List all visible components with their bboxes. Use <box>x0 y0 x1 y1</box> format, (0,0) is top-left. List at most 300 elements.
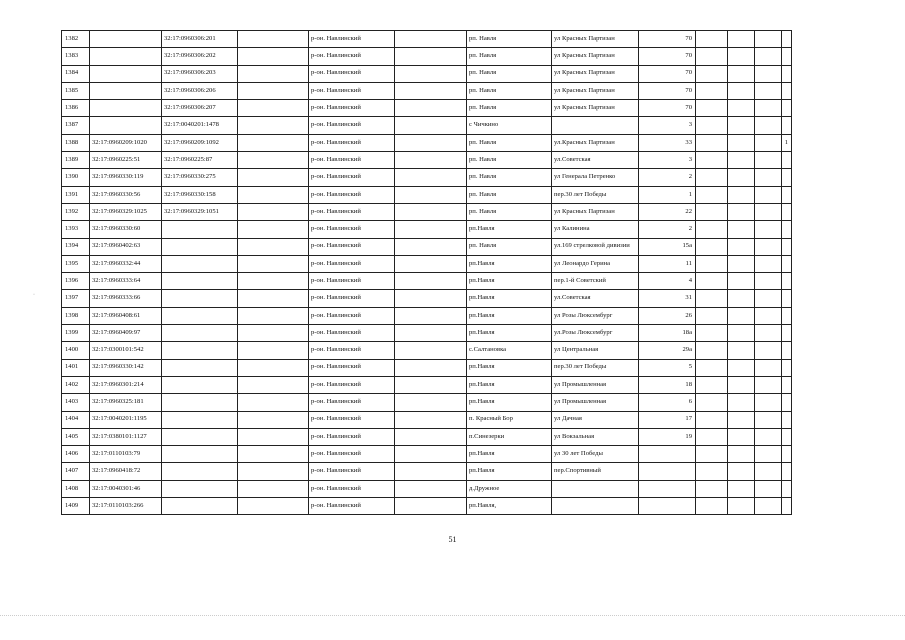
cell-empty <box>395 342 467 359</box>
cell-note <box>782 31 792 48</box>
cell-empty <box>755 186 782 203</box>
cell-empty <box>755 411 782 428</box>
cell-empty <box>696 463 728 480</box>
cell-empty <box>728 169 755 186</box>
cell-house-number: 31 <box>639 290 696 307</box>
cell-street <box>552 117 639 134</box>
cell-empty <box>395 359 467 376</box>
cell-district: р-он. Навлинский <box>309 498 395 515</box>
cell-empty <box>395 65 467 82</box>
cell-row-number: 1409 <box>62 498 90 515</box>
cell-empty <box>696 376 728 393</box>
cell-house-number: 19 <box>639 428 696 445</box>
cell-empty <box>755 428 782 445</box>
cell-cadastral-number: 32:17:0040201:1195 <box>90 411 162 428</box>
cell-empty <box>696 152 728 169</box>
cell-cadastral-number: 32:17:0110103:266 <box>90 498 162 515</box>
cell-empty <box>395 480 467 497</box>
cell-cadastral-number: 32:17:0040301:46 <box>90 480 162 497</box>
cell-note <box>782 65 792 82</box>
cell-empty <box>696 480 728 497</box>
table-row <box>62 255 792 272</box>
cell-empty <box>728 273 755 290</box>
cell-empty <box>395 376 467 393</box>
cell-house-number: 70 <box>639 48 696 65</box>
cell-settlement: рп. Навля <box>467 82 552 99</box>
cell-empty <box>755 65 782 82</box>
cell-empty <box>728 152 755 169</box>
cell-row-number: 1385 <box>62 82 90 99</box>
cell-empty <box>395 394 467 411</box>
cell-empty <box>728 307 755 324</box>
cell-settlement: рп.Навля <box>467 290 552 307</box>
table-body <box>62 31 792 515</box>
cell-cadastral-number: 32:17:0960330:142 <box>90 359 162 376</box>
cell-district: р-он. Навлинский <box>309 480 395 497</box>
cell-cadastral-number-2 <box>162 498 238 515</box>
cell-row-number: 1404 <box>62 411 90 428</box>
cell-empty <box>755 307 782 324</box>
cell-district: р-он. Навлинский <box>309 186 395 203</box>
cell-street: ул 30 лет Победы <box>552 446 639 463</box>
cell-empty <box>696 325 728 342</box>
cell-empty <box>755 290 782 307</box>
cell-settlement: с Чичкино <box>467 117 552 134</box>
cell-empty <box>728 100 755 117</box>
cell-empty <box>238 359 309 376</box>
cell-cadastral-number-2 <box>162 307 238 324</box>
cell-row-number: 1407 <box>62 463 90 480</box>
cell-house-number: 6 <box>639 394 696 411</box>
cell-empty <box>755 325 782 342</box>
cell-note <box>782 203 792 220</box>
cell-settlement: с.Салтановка <box>467 342 552 359</box>
cell-empty <box>395 134 467 151</box>
cell-empty <box>238 255 309 272</box>
cell-street: ул.Советская <box>552 290 639 307</box>
cell-cadastral-number-2: 32:17:0960306:202 <box>162 48 238 65</box>
cell-note <box>782 186 792 203</box>
cell-empty <box>238 290 309 307</box>
table-row <box>62 376 792 393</box>
cell-district: р-он. Навлинский <box>309 376 395 393</box>
cell-settlement: рп. Навля <box>467 169 552 186</box>
cell-house-number: 70 <box>639 100 696 117</box>
cell-settlement: рп. Навля <box>467 31 552 48</box>
cell-empty <box>755 82 782 99</box>
cell-note <box>782 498 792 515</box>
cell-district: р-он. Навлинский <box>309 273 395 290</box>
table-row <box>62 411 792 428</box>
cell-district: р-он. Навлинский <box>309 82 395 99</box>
cell-house-number: 17 <box>639 411 696 428</box>
cell-cadastral-number: 32:17:0960329:1025 <box>90 203 162 220</box>
cell-cadastral-number-2 <box>162 342 238 359</box>
table-row <box>62 342 792 359</box>
cell-row-number: 1406 <box>62 446 90 463</box>
cell-street: ул.Советская <box>552 152 639 169</box>
table-row <box>62 307 792 324</box>
table-row <box>62 394 792 411</box>
cell-row-number: 1391 <box>62 186 90 203</box>
cell-empty <box>395 238 467 255</box>
cell-row-number: 1386 <box>62 100 90 117</box>
cell-empty <box>395 498 467 515</box>
cell-district: р-он. Навлинский <box>309 307 395 324</box>
register-table <box>61 30 792 515</box>
cell-empty <box>395 446 467 463</box>
cell-empty <box>238 376 309 393</box>
cell-cadastral-number: 32:17:0960332:44 <box>90 255 162 272</box>
cell-cadastral-number-2 <box>162 359 238 376</box>
cell-house-number: 70 <box>639 82 696 99</box>
cell-street: ул Промышленная <box>552 394 639 411</box>
cell-empty <box>395 325 467 342</box>
cell-street: ул Леонардо Герина <box>552 255 639 272</box>
cell-empty <box>238 134 309 151</box>
cell-empty <box>696 359 728 376</box>
cell-note <box>782 290 792 307</box>
cell-district: р-он. Навлинский <box>309 359 395 376</box>
cell-empty <box>238 394 309 411</box>
cell-settlement: рп.Навля <box>467 307 552 324</box>
cell-street: ул Красных Партизан <box>552 48 639 65</box>
cell-street <box>552 498 639 515</box>
cell-note <box>782 480 792 497</box>
cell-empty <box>696 411 728 428</box>
cell-empty <box>238 307 309 324</box>
cell-house-number: 29а <box>639 342 696 359</box>
cell-cadastral-number-2 <box>162 376 238 393</box>
cell-empty <box>728 290 755 307</box>
cell-house-number: 2 <box>639 221 696 238</box>
cell-empty <box>696 446 728 463</box>
cell-district: р-он. Навлинский <box>309 48 395 65</box>
cell-empty <box>238 428 309 445</box>
table-row <box>62 134 792 151</box>
cell-empty <box>728 186 755 203</box>
cell-cadastral-number-2 <box>162 394 238 411</box>
cell-cadastral-number <box>90 82 162 99</box>
cell-street: ул Красных Партизан <box>552 65 639 82</box>
scan-edge <box>0 615 905 616</box>
cell-note <box>782 359 792 376</box>
cell-empty <box>696 203 728 220</box>
cell-street: ул Центральная <box>552 342 639 359</box>
cell-house-number <box>639 480 696 497</box>
cell-street: пер.1-й Советский <box>552 273 639 290</box>
cell-settlement: рп. Навля <box>467 203 552 220</box>
cell-empty <box>755 169 782 186</box>
cell-cadastral-number: 32:17:0960333:64 <box>90 273 162 290</box>
cell-settlement: п. Красный Бор <box>467 411 552 428</box>
cell-settlement: рп.Навля <box>467 463 552 480</box>
cell-settlement: рп.Навля, <box>467 498 552 515</box>
cell-settlement: рп. Навля <box>467 48 552 65</box>
cell-empty <box>755 203 782 220</box>
cell-empty <box>238 480 309 497</box>
cell-house-number: 15а <box>639 238 696 255</box>
cell-empty <box>238 152 309 169</box>
cell-cadastral-number-2: 32:17:0960209:1092 <box>162 134 238 151</box>
cell-settlement: рп. Навля <box>467 134 552 151</box>
cell-row-number: 1387 <box>62 117 90 134</box>
cell-cadastral-number-2 <box>162 255 238 272</box>
cell-empty <box>238 48 309 65</box>
table-row <box>62 446 792 463</box>
cell-district: р-он. Навлинский <box>309 411 395 428</box>
cell-empty <box>728 325 755 342</box>
cell-empty <box>728 480 755 497</box>
cell-street: ул Вокзальная <box>552 428 639 445</box>
cell-street: пер.30 лет Победы <box>552 186 639 203</box>
cell-cadastral-number-2: 32:17:0040201:1478 <box>162 117 238 134</box>
cell-row-number: 1402 <box>62 376 90 393</box>
cell-cadastral-number-2 <box>162 238 238 255</box>
cell-district: р-он. Навлинский <box>309 31 395 48</box>
cell-house-number: 2 <box>639 169 696 186</box>
cell-cadastral-number-2 <box>162 273 238 290</box>
table-row <box>62 65 792 82</box>
cell-empty <box>395 428 467 445</box>
cell-house-number <box>639 446 696 463</box>
cell-street: ул.Красных Партизан <box>552 134 639 151</box>
cell-district: р-он. Навлинский <box>309 394 395 411</box>
cell-note <box>782 463 792 480</box>
cell-house-number: 18 <box>639 376 696 393</box>
cell-empty <box>395 169 467 186</box>
cell-empty <box>238 238 309 255</box>
cell-empty <box>755 255 782 272</box>
cell-empty <box>395 290 467 307</box>
cell-street: ул.169 стрелковой дивизии <box>552 238 639 255</box>
cell-empty <box>755 480 782 497</box>
cell-district: р-он. Навлинский <box>309 342 395 359</box>
cell-cadastral-number: 32:17:0960418:72 <box>90 463 162 480</box>
cell-cadastral-number-2: 32:17:0960306:207 <box>162 100 238 117</box>
cell-empty <box>755 273 782 290</box>
cell-note <box>782 376 792 393</box>
cell-empty <box>755 342 782 359</box>
cell-empty <box>728 65 755 82</box>
table-row <box>62 117 792 134</box>
table-row <box>62 238 792 255</box>
cell-house-number: 70 <box>639 65 696 82</box>
cell-house-number: 22 <box>639 203 696 220</box>
cell-district: р-он. Навлинский <box>309 290 395 307</box>
cell-house-number: 18а <box>639 325 696 342</box>
cell-note <box>782 117 792 134</box>
cell-settlement: рп. Навля <box>467 186 552 203</box>
cell-district: р-он. Навлинский <box>309 134 395 151</box>
table-row <box>62 273 792 290</box>
cell-house-number: 4 <box>639 273 696 290</box>
cell-cadastral-number: 32:17:0960330:60 <box>90 221 162 238</box>
cell-district: р-он. Навлинский <box>309 65 395 82</box>
cell-row-number: 1396 <box>62 273 90 290</box>
cell-note <box>782 152 792 169</box>
cell-cadastral-number-2 <box>162 480 238 497</box>
table-row <box>62 498 792 515</box>
table-row <box>62 152 792 169</box>
cell-empty <box>238 203 309 220</box>
cell-empty <box>238 169 309 186</box>
cell-street: ул Красных Партизан <box>552 100 639 117</box>
cell-empty <box>728 394 755 411</box>
cell-street: ул Красных Партизан <box>552 203 639 220</box>
cell-street: ул Розы Люксембург <box>552 307 639 324</box>
cell-empty <box>395 152 467 169</box>
cell-street: ул Промышленная <box>552 376 639 393</box>
cell-cadastral-number-2 <box>162 325 238 342</box>
cell-cadastral-number-2 <box>162 463 238 480</box>
cell-street <box>552 480 639 497</box>
cell-empty <box>755 446 782 463</box>
cell-empty <box>755 134 782 151</box>
cell-empty <box>728 342 755 359</box>
table-row <box>62 31 792 48</box>
cell-empty <box>728 134 755 151</box>
cell-empty <box>395 307 467 324</box>
cell-house-number: 33 <box>639 134 696 151</box>
table-row <box>62 203 792 220</box>
cell-cadastral-number-2 <box>162 446 238 463</box>
cell-district: р-он. Навлинский <box>309 446 395 463</box>
cell-row-number: 1403 <box>62 394 90 411</box>
table-row <box>62 221 792 238</box>
cell-note <box>782 82 792 99</box>
cell-empty <box>395 255 467 272</box>
cell-settlement: д.Дружное <box>467 480 552 497</box>
cell-empty <box>728 82 755 99</box>
cell-street: ул Дачная <box>552 411 639 428</box>
table-row <box>62 359 792 376</box>
cell-note <box>782 307 792 324</box>
cell-empty <box>395 221 467 238</box>
cell-street: ул Красных Партизан <box>552 31 639 48</box>
cell-empty <box>696 186 728 203</box>
cell-empty <box>755 498 782 515</box>
cell-empty <box>755 394 782 411</box>
cell-empty <box>755 48 782 65</box>
cell-district: р-он. Навлинский <box>309 463 395 480</box>
cell-house-number: 3 <box>639 152 696 169</box>
cell-settlement: рп.Навля <box>467 376 552 393</box>
cell-empty <box>755 463 782 480</box>
table-row <box>62 290 792 307</box>
cell-empty <box>395 48 467 65</box>
cell-empty <box>755 221 782 238</box>
cell-row-number: 1408 <box>62 480 90 497</box>
cell-cadastral-number <box>90 48 162 65</box>
cell-settlement: рп. Навля <box>467 100 552 117</box>
cell-street: ул Красных Партизан <box>552 82 639 99</box>
cell-empty <box>755 117 782 134</box>
cell-empty <box>696 48 728 65</box>
cell-empty <box>728 446 755 463</box>
cell-row-number: 1394 <box>62 238 90 255</box>
cell-empty <box>696 307 728 324</box>
cell-note <box>782 48 792 65</box>
cell-empty <box>238 186 309 203</box>
cell-row-number: 1392 <box>62 203 90 220</box>
cell-row-number: 1398 <box>62 307 90 324</box>
cell-cadastral-number: 32:17:0960402:63 <box>90 238 162 255</box>
cell-empty <box>696 238 728 255</box>
cell-cadastral-number <box>90 31 162 48</box>
cell-cadastral-number-2: 32:17:0960306:206 <box>162 82 238 99</box>
cell-district: р-он. Навлинский <box>309 117 395 134</box>
cell-note <box>782 238 792 255</box>
cell-empty <box>696 498 728 515</box>
cell-row-number: 1405 <box>62 428 90 445</box>
cell-note <box>782 169 792 186</box>
cell-empty <box>755 152 782 169</box>
cell-empty <box>238 82 309 99</box>
cell-empty <box>755 238 782 255</box>
cell-empty <box>696 134 728 151</box>
cell-note <box>782 446 792 463</box>
cell-empty <box>238 117 309 134</box>
table-row <box>62 325 792 342</box>
cell-cadastral-number-2 <box>162 428 238 445</box>
cell-street: ул Калинина <box>552 221 639 238</box>
cell-empty <box>696 290 728 307</box>
cell-settlement: рп.Навля <box>467 325 552 342</box>
cell-note <box>782 273 792 290</box>
cell-empty <box>696 221 728 238</box>
cell-cadastral-number-2 <box>162 411 238 428</box>
cell-empty <box>696 255 728 272</box>
cell-empty <box>755 359 782 376</box>
cell-house-number: 3 <box>639 117 696 134</box>
cell-cadastral-number: 32:17:0960330:119 <box>90 169 162 186</box>
cell-empty <box>238 221 309 238</box>
cell-note <box>782 394 792 411</box>
cell-empty <box>238 65 309 82</box>
cell-cadastral-number-2: 32:17:0960225:87 <box>162 152 238 169</box>
cell-empty <box>238 411 309 428</box>
cell-district: р-он. Навлинский <box>309 152 395 169</box>
cell-row-number: 1401 <box>62 359 90 376</box>
cell-cadastral-number: 32:17:0960333:66 <box>90 290 162 307</box>
table-row <box>62 463 792 480</box>
cell-row-number: 1390 <box>62 169 90 186</box>
cell-cadastral-number: 32:17:0960409:97 <box>90 325 162 342</box>
cell-empty <box>728 359 755 376</box>
cell-empty <box>728 48 755 65</box>
cell-cadastral-number: 32:17:0960325:181 <box>90 394 162 411</box>
cell-cadastral-number: 32:17:0110103:79 <box>90 446 162 463</box>
cell-empty <box>238 342 309 359</box>
cell-street: пер.30 лет Победы <box>552 359 639 376</box>
cell-empty <box>395 186 467 203</box>
cell-empty <box>696 273 728 290</box>
cell-cadastral-number-2: 32:17:0960330:158 <box>162 186 238 203</box>
cell-district: р-он. Навлинский <box>309 255 395 272</box>
cell-empty <box>395 411 467 428</box>
cell-row-number: 1384 <box>62 65 90 82</box>
cell-note <box>782 325 792 342</box>
cell-cadastral-number-2: 32:17:0960306:201 <box>162 31 238 48</box>
cell-row-number: 1383 <box>62 48 90 65</box>
cell-note <box>782 100 792 117</box>
cell-empty <box>696 82 728 99</box>
cell-row-number: 1395 <box>62 255 90 272</box>
cell-empty <box>755 31 782 48</box>
cell-cadastral-number-2 <box>162 221 238 238</box>
cell-empty <box>696 65 728 82</box>
